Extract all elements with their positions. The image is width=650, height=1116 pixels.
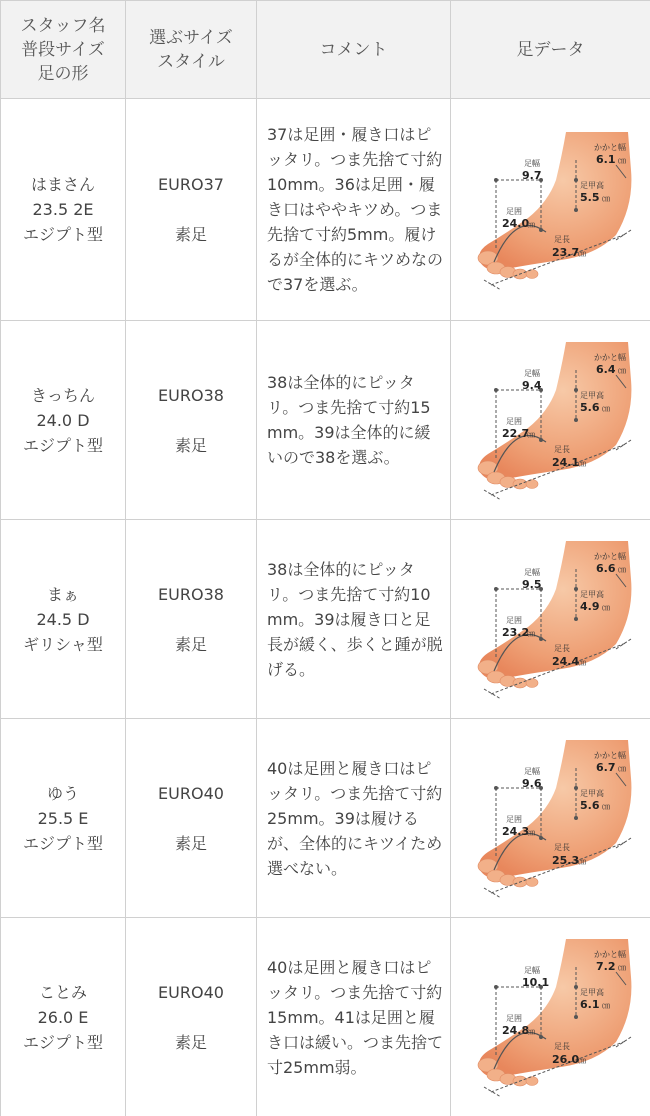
measure-point	[574, 178, 578, 182]
length-value: 24.4	[551, 655, 579, 668]
chosen-size-cell	[126, 99, 257, 321]
foot-shape: ギリシャ型	[23, 634, 103, 654]
header-size	[126, 1, 257, 99]
heel-unit: ㎝	[617, 366, 626, 375]
instep-unit: ㎝	[601, 603, 610, 612]
wear-style: 素足	[174, 435, 207, 455]
usual-size: 26.0 E	[37, 1007, 89, 1027]
measure-point	[574, 208, 578, 212]
comment-cell: 38は全体的にピッタリ。つま先捨て寸約10mm。39は履き口と足長が緩く、歩くと踵が脱げる。	[257, 520, 451, 719]
measure-point	[494, 178, 498, 182]
heel-unit: ㎝	[617, 963, 626, 972]
staff-name: はまさん	[30, 175, 95, 194]
toe-shape	[526, 269, 538, 278]
measure-point	[574, 617, 578, 621]
instep-value: 5.6	[579, 799, 599, 812]
length-label: 足長	[553, 1042, 570, 1051]
instep-value: 5.5	[579, 190, 599, 204]
measure-point	[539, 836, 543, 840]
girth-value: 23.2	[501, 626, 529, 639]
measure-point	[574, 816, 578, 820]
header-foot-data: 足データ	[451, 1, 650, 99]
measure-point	[539, 228, 543, 232]
girth-unit: ㎝	[526, 430, 535, 439]
width-label: 足幅	[523, 158, 540, 168]
girth-unit: ㎝	[526, 219, 535, 229]
usual-size: 24.5 D	[36, 609, 90, 629]
measure-point	[494, 388, 498, 392]
measure-point	[494, 786, 498, 790]
usual-size: 23.5 2E	[32, 200, 94, 219]
instep-label: 足甲高	[579, 180, 604, 190]
measure-point	[494, 985, 498, 989]
instep-unit: ㎝	[601, 802, 610, 811]
euro-size: EURO40	[158, 783, 224, 803]
length-value: 26.0	[551, 1053, 579, 1066]
foot-data-cell	[451, 321, 650, 520]
euro-size: EURO38	[158, 385, 224, 405]
comment-cell: 37は足囲・履き口はピッタリ。つま先捨て寸約10mm。36は足囲・履き口はややキツめ。つま先捨て寸約5mm。履けるが全体的にキツめなので37を選ぶ。	[257, 99, 451, 321]
staff-cell	[1, 99, 126, 321]
toe-shape	[526, 480, 538, 489]
heel-label: かかと幅	[593, 142, 626, 152]
header-staff-line3: 足の形	[37, 63, 89, 84]
length-value: 25.3	[551, 854, 579, 867]
foot-data-cell	[451, 520, 650, 719]
instep-value: 6.1	[579, 998, 599, 1011]
foot-data-cell	[451, 99, 650, 321]
girth-label: 足囲	[505, 417, 522, 426]
length-label: 足長	[553, 644, 570, 653]
table-header-row	[1, 1, 650, 99]
girth-label: 足囲	[505, 206, 522, 216]
heel-value: 6.6	[595, 562, 615, 575]
width-label: 足幅	[523, 767, 540, 776]
measure-point	[539, 1035, 543, 1039]
staff-cell	[1, 918, 126, 1116]
girth-unit: ㎝	[526, 629, 535, 638]
measure-point	[539, 637, 543, 641]
measure-point	[574, 418, 578, 422]
foot-data-cell	[451, 918, 650, 1116]
foot-diagram	[466, 340, 636, 500]
measure-point	[574, 786, 578, 790]
girth-value: 24.3	[501, 825, 529, 838]
measure-point	[574, 388, 578, 392]
instep-unit: ㎝	[601, 1001, 610, 1010]
staff-name: まぁ	[46, 584, 79, 604]
length-unit: ㎝	[577, 459, 586, 468]
euro-size: EURO40	[158, 982, 224, 1002]
comment-cell: 40は足囲と履き口はピッタリ。つま先捨て寸約15mm。41は足囲と履き口は緩い。つま先捨て寸25mm弱。	[257, 918, 451, 1116]
wear-style: 素足	[174, 634, 207, 654]
staff-cell	[1, 321, 126, 520]
table-row	[1, 99, 650, 321]
girth-label: 足囲	[505, 1014, 522, 1023]
measure-point	[539, 438, 543, 442]
header-size-line1: 選ぶサイズ	[149, 27, 233, 48]
measure-point	[494, 587, 498, 591]
staff-cell	[1, 719, 126, 918]
foot-data-cell	[451, 719, 650, 918]
length-label: 足長	[553, 445, 570, 454]
instep-unit: ㎝	[601, 193, 610, 203]
table-row	[1, 520, 650, 719]
heel-value: 6.1	[595, 152, 615, 166]
foot-shape: エジプト型	[22, 833, 103, 853]
wear-style: 素足	[174, 1032, 207, 1052]
header-staff-line1: スタッフ名	[20, 15, 106, 36]
foot-shape: エジプト型	[22, 435, 103, 455]
staff-name: ことみ	[38, 982, 87, 1002]
header-comment: コメント	[257, 1, 451, 99]
usual-size: 24.0 D	[36, 410, 90, 430]
toe-shape	[526, 679, 538, 688]
table-row	[1, 321, 650, 520]
length-value: 23.7	[551, 245, 579, 259]
table-row	[1, 719, 650, 918]
width-label: 足幅	[523, 369, 540, 378]
length-label: 足長	[553, 234, 570, 244]
length-unit: ㎝	[577, 658, 586, 667]
table-row	[1, 918, 650, 1116]
foot-diagram	[466, 937, 636, 1097]
girth-value: 22.7	[501, 427, 529, 440]
euro-size: EURO38	[158, 584, 224, 604]
measure-point	[574, 985, 578, 989]
foot-shape: エジプト型	[22, 225, 103, 244]
width-value: 9.6	[521, 777, 541, 790]
instep-label: 足甲高	[579, 391, 604, 400]
wear-style: 素足	[174, 225, 207, 244]
girth-label: 足囲	[505, 616, 522, 625]
length-value: 24.1	[551, 456, 579, 469]
width-label: 足幅	[523, 568, 540, 577]
width-value: 9.4	[521, 379, 541, 392]
width-label: 足幅	[523, 966, 540, 975]
girth-unit: ㎝	[526, 1027, 535, 1036]
toe-shape	[526, 1077, 538, 1086]
girth-unit: ㎝	[526, 828, 535, 837]
heel-value: 7.2	[595, 960, 615, 973]
wear-style: 素足	[174, 833, 207, 853]
toe-shape	[526, 878, 538, 887]
width-value: 10.1	[521, 976, 549, 989]
heel-label: かかと幅	[593, 353, 626, 362]
comment-cell: 40は足囲と履き口はピッタリ。つま先捨て寸約25mm。39は履けるが、全体的にキツイため選べない。	[257, 719, 451, 918]
foot-diagram	[466, 130, 636, 290]
girth-label: 足囲	[505, 815, 522, 824]
chosen-size-cell	[126, 719, 257, 918]
foot-diagram	[466, 539, 636, 699]
staff-name: ゆう	[46, 783, 79, 803]
staff-cell	[1, 520, 126, 719]
length-unit: ㎝	[577, 248, 586, 258]
measure-point	[574, 587, 578, 591]
header-size-line2: スタイル	[157, 51, 225, 72]
girth-value: 24.0	[501, 216, 529, 230]
chosen-size-cell	[126, 520, 257, 719]
staff-name: きっちん	[30, 385, 95, 405]
instep-label: 足甲高	[579, 988, 604, 997]
instep-value: 4.9	[579, 600, 599, 613]
heel-label: かかと幅	[593, 552, 626, 561]
heel-label: かかと幅	[593, 950, 626, 959]
length-unit: ㎝	[577, 857, 586, 866]
length-label: 足長	[553, 843, 570, 852]
chosen-size-cell	[126, 918, 257, 1116]
width-value: 9.5	[521, 578, 541, 591]
euro-size: EURO37	[158, 175, 224, 194]
measure-point	[574, 1015, 578, 1019]
instep-label: 足甲高	[579, 590, 604, 599]
heel-unit: ㎝	[617, 565, 626, 574]
header-staff	[1, 1, 126, 99]
heel-unit: ㎝	[617, 764, 626, 773]
chosen-size-cell	[126, 321, 257, 520]
heel-label: かかと幅	[593, 751, 626, 760]
instep-unit: ㎝	[601, 404, 610, 413]
instep-value: 5.6	[579, 401, 599, 414]
heel-value: 6.7	[595, 761, 615, 774]
usual-size: 25.5 E	[37, 808, 89, 828]
length-unit: ㎝	[577, 1056, 586, 1065]
heel-unit: ㎝	[617, 155, 626, 165]
instep-label: 足甲高	[579, 789, 604, 798]
header-staff-line2: 普段サイズ	[21, 39, 105, 60]
width-value: 9.7	[521, 168, 541, 182]
foot-shape: エジプト型	[22, 1032, 103, 1052]
comment-cell: 38は全体的にピッタリ。つま先捨て寸約15mm。39は全体的に緩いので38を選ぶ。	[257, 321, 451, 520]
heel-value: 6.4	[595, 363, 615, 376]
girth-value: 24.8	[501, 1024, 529, 1037]
foot-diagram	[466, 738, 636, 898]
